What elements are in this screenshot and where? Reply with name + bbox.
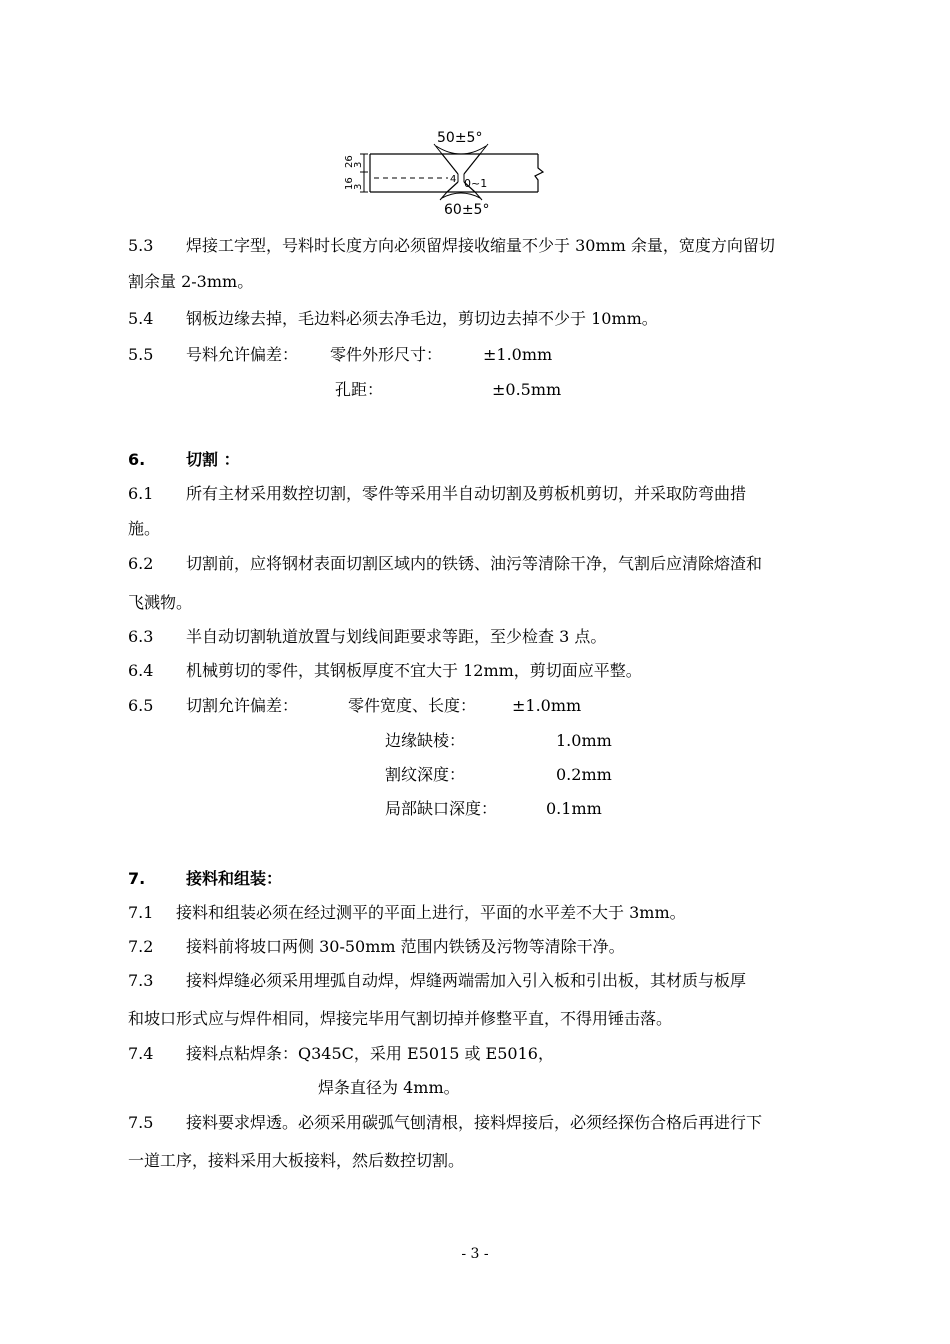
tolerance-value-5-1: ±1.0mm [483, 345, 553, 364]
para-5-4: 5.4 钢板边缘去掉，毛边料必须去净毛边，剪切边去掉不少于 10mm。 [128, 309, 658, 328]
dim-upper-sub-label: 3 [353, 161, 364, 168]
tolerance-value-6-2: 1.0mm [556, 731, 612, 750]
para-7-4-line2: 焊条直径为 4mm。 [318, 1078, 460, 1097]
section-7-heading: 7. 接料和组装： [128, 869, 283, 888]
para-6-2-line1: 6.2 切割前，应将钢材表面切割区域内的铁锈、油污等清除干净，气割后应清除熔渣和 [128, 554, 763, 573]
para-7-2: 7.2 接料前将坡口两侧 30-50mm 范围内铁锈及污物等清除干净。 [128, 937, 625, 956]
para-7-1: 7.1 接料和组装必须在经过测平的平面上进行，平面的水平差不大于 3mm。 [128, 903, 686, 922]
dim-upper-label: 26 [344, 155, 355, 168]
para-7-3-line1: 7.3 接料焊缝必须采用埋弧自动焊，焊缝两端需加入引入板和引出板，其材质与板厚 [128, 971, 747, 990]
page-number: - 3 - [461, 1246, 489, 1262]
para-7-5-line1: 7.5 接料要求焊透。必须采用碳弧气刨清根，接料焊接后，必须经探伤合格后再进行下 [128, 1113, 763, 1132]
para-7-4-line1: 7.4 接料点粘焊条：Q345C，采用 E5015 或 E5016， [128, 1044, 554, 1063]
tolerance-item-5-1: 零件外形尺寸： [330, 345, 443, 364]
para-5-5: 5.5 号料允许偏差： [128, 345, 299, 364]
para-6-2-line2: 飞溅物。 [128, 593, 193, 612]
section-6-heading: 6. 切割 ： [128, 450, 240, 469]
tolerance-item-5-2: 孔距： [335, 380, 384, 399]
tolerance-value-6-4: 0.1mm [546, 799, 602, 818]
dim-lower-label: 16 [344, 177, 355, 190]
gap-label: 0~1 [464, 177, 488, 190]
para-5-3-line1: 5.3 焊接工字型，号料时长度方向必须留焊接收缩量不少于 30mm 余量，宽度方向留切 [128, 236, 775, 255]
tolerance-value-6-1: ±1.0mm [512, 696, 582, 715]
small-dim-label: 4 [450, 174, 457, 185]
para-6-1-line1: 6.1 所有主材采用数控切割，零件等采用半自动切割及剪板机剪切，并采取防弯曲措 [128, 484, 747, 503]
dim-lower-sub-label: 3 [353, 183, 364, 190]
tolerance-item-6-3: 割纹深度： [385, 765, 466, 784]
para-5-3-line2: 割余量 2-3mm。 [128, 272, 254, 291]
para-6-4: 6.4 机械剪切的零件，其钢板厚度不宜大于 12mm，剪切面应平整。 [128, 661, 642, 680]
top-angle-label: 50±5° [437, 130, 483, 146]
tolerance-item-6-1: 零件宽度、长度： [348, 696, 477, 715]
tolerance-value-6-3: 0.2mm [556, 765, 612, 784]
tolerance-item-6-4: 局部缺口深度： [385, 799, 498, 818]
para-6-5: 6.5 切割允许偏差： [128, 696, 299, 715]
para-7-3-line2: 和坡口形式应与焊件相同，焊接完毕用气割切掉并修整平直，不得用锤击落。 [128, 1009, 673, 1028]
para-7-5-line2: 一道工序，接料采用大板接料，然后数控切割。 [128, 1151, 465, 1170]
bottom-angle-label: 60±5° [444, 202, 490, 218]
tolerance-item-6-2: 边缘缺棱： [385, 731, 466, 750]
para-6-1-line2: 施。 [128, 519, 161, 538]
para-6-3: 6.3 半自动切割轨道放置与划线间距要求等距，至少检查 3 点。 [128, 627, 607, 646]
weld-groove-diagram [330, 122, 550, 218]
tolerance-value-5-2: ±0.5mm [492, 380, 562, 399]
